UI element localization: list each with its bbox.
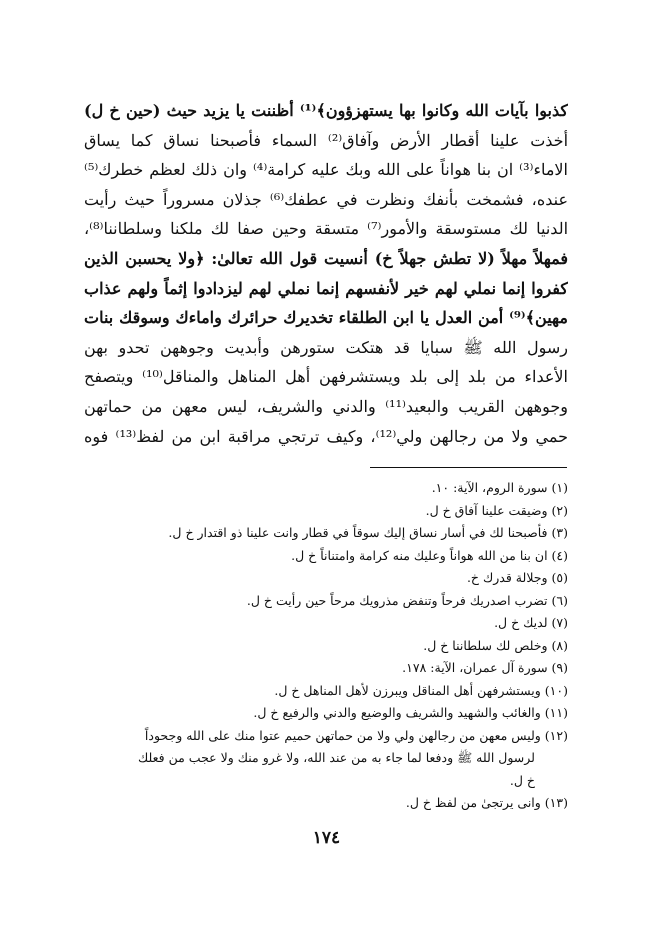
text-line: كفروا إنما نملي لهم خير لأنفسهم إنما نملي لهم ليزدادوا إثماً ولهم عذاب <box>84 278 568 298</box>
main-body-text <box>84 96 568 451</box>
footnote-line: (١) سورة الروم، الآية: ١٠. <box>431 480 568 495</box>
footnote-line: لرسول الله ﷺ ودفعا لما جاء به من عند الله، ولا غرو منك ولا عجب من فعلك <box>137 750 535 765</box>
text-line: مهين﴾⁽⁹⁾ أمن العدل يا ابن الطلقاء تخديرك حرائرك واماءك وسوقك بنات <box>84 308 568 328</box>
footnote-separator <box>370 467 567 468</box>
footnote-line: (٤) ان بنا من الله هواناً وعليك منه كرامة وامتناناً خ ل. <box>291 547 568 563</box>
footnote-line: (١٠) ويستشرفهن أهل المناقل ويبرزن لأهل المناهل خ ل. <box>274 682 568 698</box>
footnote-line: (٧) لديك خ ل. <box>494 615 568 630</box>
footnote-line: (٦) تضرب اصدريك فرحاً وتنفض مذرويك مرحاً حين رأيت خ ل. <box>246 592 568 608</box>
footnote-line: (١٢) وليس معهن من رجالهن ولي ولا من حماتهن حميم عتوا منك على الله وجحوداً <box>144 727 568 743</box>
text-line: الأعداء من بلد إلى بلد ويستشرفهن أهل المناهل والمناقل⁽¹⁰⁾ ويتصفح <box>84 367 568 387</box>
text-line: عنده، فشمخت بأنفك ونظرت في عطفك⁽⁶⁾ جذلان مسروراً حيث رأيت <box>84 189 568 209</box>
text-line: كذبوا بآيات الله وكانوا بها يستهزؤون﴾⁽¹⁾ أظننت يا يزيد حيث (حين خ ل) <box>84 101 568 120</box>
page-number: ١٧٤ <box>312 828 341 848</box>
footnotes-list <box>84 477 568 815</box>
text-line: حمي ولا من رجالهن ولي⁽¹²⁾، وكيف ترتجي مراقبة ابن من لفظ⁽¹³⁾ فوه <box>84 426 568 446</box>
text-line: رسول الله ﷺ سبايا قد هتكت ستورهن وأبديت وجوههن تحدو بهن <box>84 337 568 357</box>
footnote-line: (٥) وجلالة قدرك خ. <box>466 570 568 585</box>
footnote-line: خ ل. <box>509 772 535 788</box>
text-line: فمهلاً مهلاً (لا تطش جهلاً خ) أنسيت قول الله تعالىٰ: ﴿ولا يحسبن الذين <box>84 248 568 268</box>
footnote-line: (٨) وخلص لك سلطاننا خ ل. <box>423 637 568 653</box>
text-line: وجوههن القريب والبعيد⁽¹¹⁾ والدني والشريف، ليس معهن من حماتهن <box>84 396 568 416</box>
footnote-line: (١٣) وانى يرتجىٰ من لفظ خ ل. <box>405 795 568 810</box>
text-line: الدنيا لك مستوسقة والأمور⁽⁷⁾ متسقة وحين صفا لك ملكنا وسلطاننا⁽⁸⁾، <box>84 219 568 239</box>
text-line: الاماء⁽³⁾ ان بنا هواناً على الله وبك عليه كرامة⁽⁴⁾ وان ذلك لعظم خطرك⁽⁵⁾ <box>84 160 568 180</box>
text-line: أخذت علينا أقطار الأرض وآفاق⁽²⁾ السماء فأصبحنا نساق كما يساق <box>84 130 568 150</box>
footnote-line: (١١) والغائب والشهيد والشريف والوضيع والدني والرفيع خ ل. <box>253 705 568 720</box>
footnote-line: (٢) وضيقت علينا آفاق خ ل. <box>425 502 568 518</box>
footnote-line: (٩) سورة آل عمران، الآية: ١٧٨. <box>402 660 568 675</box>
footnote-line: (٣) فأصبحنا لك في أسار نساق إليك سوقاً في قطار وانت علينا ذو اقتدار خ ل. <box>168 525 568 540</box>
